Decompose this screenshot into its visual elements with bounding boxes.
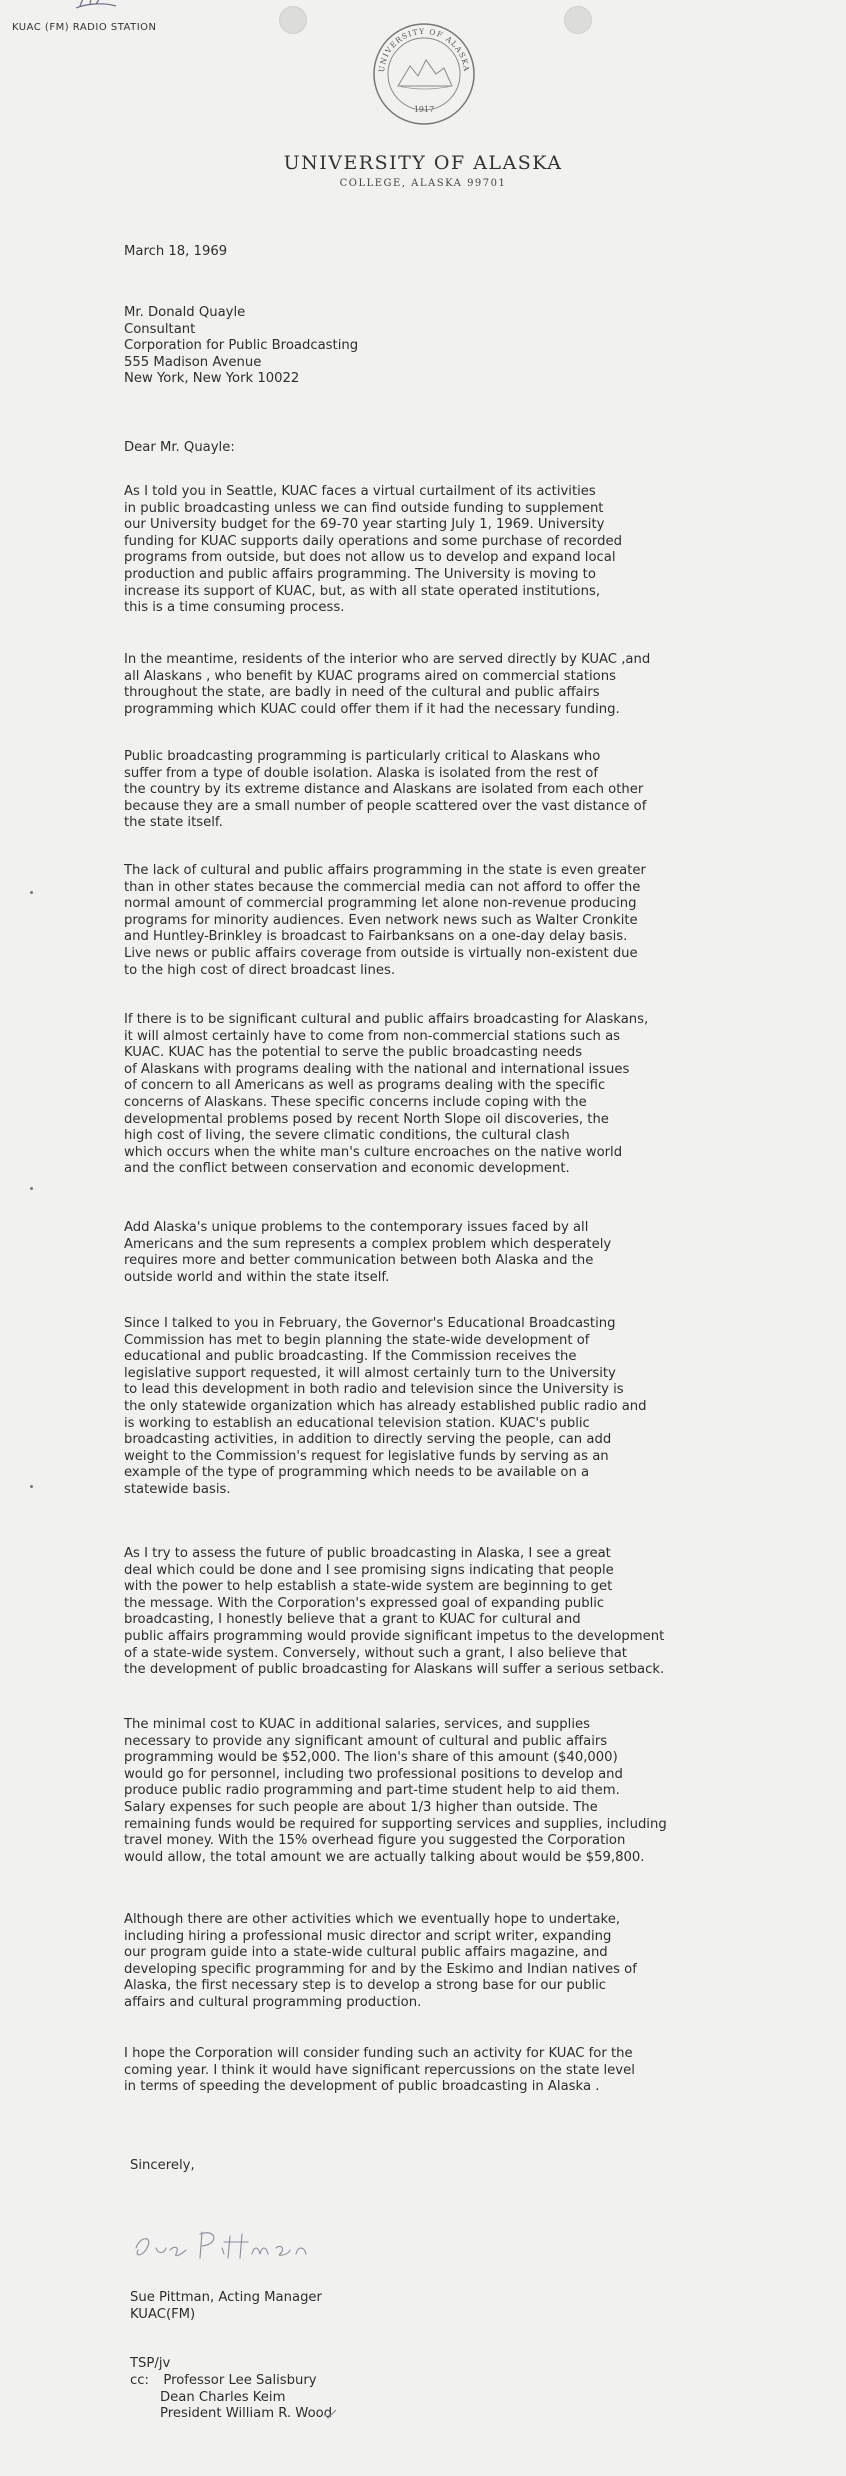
paragraph-line: Although there are other activities which we eventually hope to undertake, xyxy=(124,1912,621,1927)
paragraph-line: Public broadcasting programming is particularly critical to Alaskans who xyxy=(124,749,601,764)
svg-text:UNIVERSITY OF ALASKA xyxy=(377,27,471,73)
cc-recipient: President William R. Wood xyxy=(160,2406,333,2422)
paragraph-line: the country by its extreme distance and Alaskans are isolated from each other xyxy=(124,782,644,798)
paragraph-line: The minimal cost to KUAC in additional salaries, services, and supplies xyxy=(124,1717,590,1732)
paragraph-line: in terms of speeding the development of public broadcasting in Alaska . xyxy=(124,2079,600,2095)
paragraph-line: developmental problems posed by recent North Slope oil discoveries, the xyxy=(124,1111,609,1127)
paragraph-line: Alaska, the first necessary step is to develop a strong base for our public xyxy=(124,1978,607,1994)
paragraph-line: In the meantime, residents of the interior who are served directly by KUAC ,and xyxy=(124,652,651,667)
body-paragraph xyxy=(124,863,744,979)
paragraph-line: this is a time consuming process. xyxy=(124,600,345,616)
paragraph-line: it will almost certainly have to come from non-commercial stations such as xyxy=(124,1028,621,1044)
paragraph-line: throughout the state, are badly in need of the cultural and public affairs xyxy=(124,685,600,701)
cc-line xyxy=(130,2373,430,2390)
paragraph-line: our University budget for the 69-70 year starting July 1, 1969. University xyxy=(124,517,605,533)
signer-station: KUAC(FM) xyxy=(130,2306,196,2322)
cc-block xyxy=(130,2373,430,2423)
body-paragraph xyxy=(124,1717,744,1866)
paragraph-line: Live news or public affairs coverage from outside is virtually non-existent due xyxy=(124,945,638,961)
paragraph-line: programming which KUAC could offer them if it had the necessary funding. xyxy=(124,701,620,717)
paragraph-line: with the power to help establish a state-wide system are beginning to get xyxy=(124,1579,613,1595)
body-paragraph xyxy=(124,484,744,617)
paragraph-line: coming year. I think it would have significant repercussions on the state level xyxy=(124,2062,635,2078)
paragraph-line: remaining funds would be required for supporting services and supplies, including xyxy=(124,1816,667,1832)
punch-hole xyxy=(564,6,592,34)
scan-speck xyxy=(30,1187,33,1190)
recipient-org: Corporation for Public Broadcasting xyxy=(124,338,359,354)
paragraph-line: the only statewide organization which has already established public radio and xyxy=(124,1398,647,1414)
paragraph-line: to the high cost of direct broadcast lines. xyxy=(124,962,396,978)
paragraph-line: of concern to all Americans as well as programs dealing with the specific xyxy=(124,1078,606,1094)
paragraph-line: all Alaskans , who benefit by KUAC programs aired on commercial stations xyxy=(124,668,616,684)
paragraph-line: Add Alaska's unique problems to the contemporary issues faced by all xyxy=(124,1220,589,1235)
paragraph-line: which occurs when the white man's culture encroaches on the native world xyxy=(124,1144,623,1160)
paragraph-line: Salary expenses for such people are about 1/3 higher than outside. The xyxy=(124,1799,598,1815)
paragraph-line: If there is to be significant cultural and public affairs broadcasting for Alaskans, xyxy=(124,1012,649,1027)
body-paragraph xyxy=(124,1220,744,1286)
paragraph-line: programming would be $52,000. The lion's share of this amount ($40,000) xyxy=(124,1750,618,1766)
body-paragraph xyxy=(124,2046,744,2096)
cc-recipient: Professor Lee Salisbury xyxy=(163,2373,317,2388)
paragraph-line: of Alaskans with programs dealing with the national and international issues xyxy=(124,1061,630,1077)
scan-speck xyxy=(30,891,33,894)
college-address: COLLEGE, ALASKA 99701 xyxy=(339,178,507,189)
paragraph-line: statewide basis. xyxy=(124,1481,231,1497)
paragraph-line: As I try to assess the future of public broadcasting in Alaska, I see a great xyxy=(124,1546,611,1561)
typist-initials: TSP/jv xyxy=(130,2356,171,2371)
body-paragraph xyxy=(124,1012,744,1178)
paragraph-line: our program guide into a state-wide cultural public affairs magazine, and xyxy=(124,1945,608,1961)
handwritten-mark xyxy=(62,0,122,24)
paragraph-line: would allow, the total amount we are actually talking about would be $59,800. xyxy=(124,1849,645,1865)
paragraph-line: programs from outside, but does not allow us to develop and expand local xyxy=(124,550,616,566)
recipient-block xyxy=(124,305,744,388)
paragraph-line: produce public radio programming and part-time student help to aid them. xyxy=(124,1783,620,1799)
paragraph-line: public affairs programming would provide significant impetus to the development xyxy=(124,1628,665,1644)
paragraph-line: developing specific programming for and by the Eskimo and Indian natives of xyxy=(124,1961,637,1977)
recipient-street: 555 Madison Avenue xyxy=(124,354,262,370)
paragraph-line: normal amount of commercial programming let alone non-revenue producing xyxy=(124,896,637,912)
salutation: Dear Mr. Quayle: xyxy=(124,440,235,455)
paragraph-line: because they are a small number of people scattered over the vast distance of xyxy=(124,798,647,814)
recipient-title: Consultant xyxy=(124,321,196,337)
paragraph-line: to lead this development in both radio and television since the University is xyxy=(124,1382,624,1398)
paragraph-line: the development of public broadcasting for Alaskans will suffer a serious setback. xyxy=(124,1662,665,1678)
paragraph-line: As I told you in Seattle, KUAC faces a virtual curtailment of its activities xyxy=(124,484,596,499)
paragraph-line: legislative support requested, it will almost certainly turn to the University xyxy=(124,1365,616,1381)
body-paragraph xyxy=(124,1912,744,2012)
paragraph-line: would go for personnel, including two professional positions to develop and xyxy=(124,1766,623,1782)
paragraph-line: I hope the Corporation will consider funding such an activity for KUAC for the xyxy=(124,2046,633,2061)
seal-text: UNIVERSITY OF ALASKA xyxy=(376,26,472,73)
station-label: KUAC (FM) RADIO STATION xyxy=(12,22,157,33)
paragraph-line: Commission has met to begin planning the state-wide development of xyxy=(124,1332,590,1348)
seal-year: 1917 xyxy=(413,105,435,114)
body-paragraph xyxy=(124,1316,744,1499)
paragraph-line: production and public affairs programming. The University is moving to xyxy=(124,566,596,582)
paragraph-line: than in other states because the commercial media can not afford to offer the xyxy=(124,879,641,895)
recipient-name: Mr. Donald Quayle xyxy=(124,305,246,320)
cc-label: cc: xyxy=(130,2373,149,2388)
punch-hole xyxy=(279,6,307,34)
recipient-city: New York, New York 10022 xyxy=(124,371,300,387)
check-mark xyxy=(322,2408,338,2420)
body-paragraph xyxy=(124,652,744,718)
scan-speck xyxy=(30,1485,33,1488)
paragraph-line: Since I talked to you in February, the Governor's Educational Broadcasting xyxy=(124,1316,616,1331)
paragraph-line: funding for KUAC supports daily operations and some purchase of recorded xyxy=(124,533,622,549)
paragraph-line: and the conflict between conservation and economic development. xyxy=(124,1161,570,1177)
signer-name: Sue Pittman, Acting Manager xyxy=(130,2290,322,2305)
paragraph-line: necessary to provide any significant amount of cultural and public affairs xyxy=(124,1733,608,1749)
paragraph-line: example of the type of programming which needs to be available on a xyxy=(124,1465,590,1481)
paragraph-line: outside world and within the state itself. xyxy=(124,1269,390,1285)
paragraph-line: affairs and cultural programming production. xyxy=(124,1994,422,2010)
paragraph-line: requires more and better communication between both Alaska and the xyxy=(124,1253,594,1269)
paragraph-line: programs for minority audiences. Even network news such as Walter Cronkite xyxy=(124,912,638,928)
paragraph-line: broadcasting activities, in addition to directly serving the people, can add xyxy=(124,1432,612,1448)
paragraph-line: weight to the Commission's request for legislative funds by serving as an xyxy=(124,1448,609,1464)
paragraph-line: the message. With the Corporation's expressed goal of expanding public xyxy=(124,1595,605,1611)
paragraph-line: deal which could be done and I see promising signs indicating that people xyxy=(124,1562,614,1578)
paragraph-line: concerns of Alaskans. These specific concerns include coping with the xyxy=(124,1094,587,1110)
cc-recipient: Dean Charles Keim xyxy=(160,2389,286,2405)
paragraph-line: high cost of living, the severe climatic conditions, the cultural clash xyxy=(124,1128,570,1144)
paragraph-line: in public broadcasting unless we can find outside funding to supplement xyxy=(124,500,604,516)
paragraph-line: travel money. With the 15% overhead figure you suggested the Corporation xyxy=(124,1833,626,1849)
paragraph-line: The lack of cultural and public affairs programming in the state is even greater xyxy=(124,863,646,878)
paragraph-line: educational and public broadcasting. If the Commission receives the xyxy=(124,1349,577,1365)
paragraph-line: increase its support of KUAC, but, as with all state operated institutions, xyxy=(124,583,601,599)
university-name: UNIVERSITY OF ALASKA xyxy=(283,152,563,174)
signer-block xyxy=(130,2290,750,2323)
paragraph-line: of a state-wide system. Conversely, without such a grant, I also believe that xyxy=(124,1645,627,1661)
body-paragraph xyxy=(124,1546,744,1679)
paragraph-line: the state itself. xyxy=(124,815,223,831)
university-seal xyxy=(372,22,476,126)
closing: Sincerely, xyxy=(130,2158,195,2173)
paragraph-line: and Huntley-Brinkley is broadcast to Fairbanksans on a one-day delay basis. xyxy=(124,929,628,945)
paragraph-line: Americans and the sum represents a complex problem which desperately xyxy=(124,1236,612,1252)
paragraph-line: broadcasting, I honestly believe that a grant to KUAC for cultural and xyxy=(124,1612,581,1628)
paragraph-line: is working to establish an educational television station. KUAC's public xyxy=(124,1415,590,1431)
paragraph-line: including hiring a professional music director and script writer, expanding xyxy=(124,1928,612,1944)
body-paragraph xyxy=(124,749,744,832)
paragraph-line: suffer from a type of double isolation. Alaska is isolated from the rest of xyxy=(124,765,599,781)
letter-date: March 18, 1969 xyxy=(124,244,228,259)
paragraph-line: KUAC. KUAC has the potential to serve the public broadcasting needs xyxy=(124,1045,583,1061)
handwritten-signature xyxy=(130,2218,370,2268)
